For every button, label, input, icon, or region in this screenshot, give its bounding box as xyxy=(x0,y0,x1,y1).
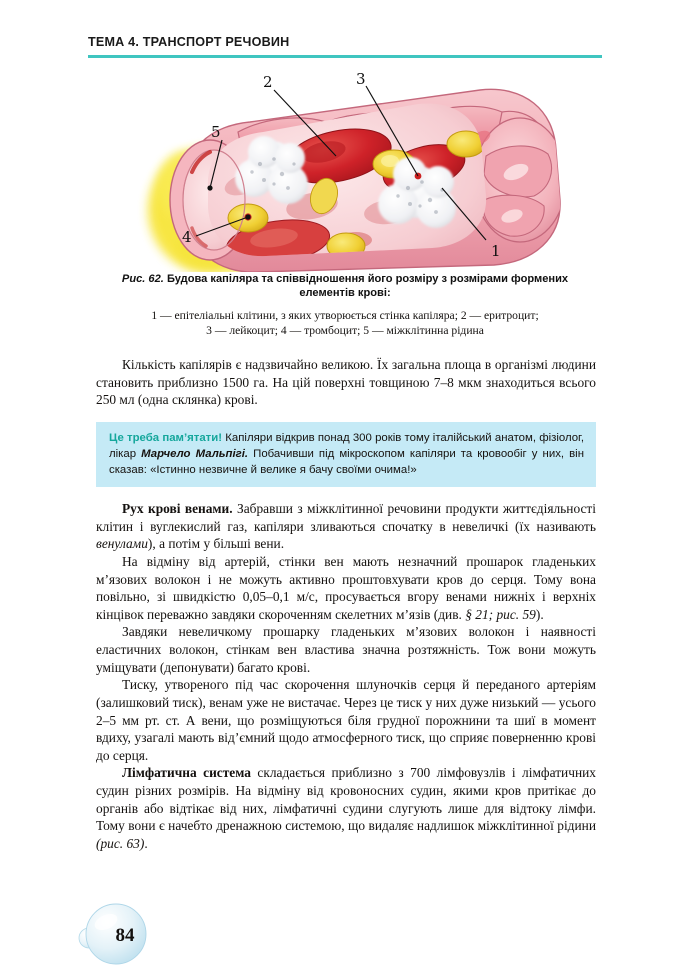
callout-text-part-2: Побачивши під мікроскопом капіляри та кровообіг у них, він сказав: «Істинно незвичне й велике я бачу своїми очима!» xyxy=(109,447,584,477)
callout-text-part-1: Капіляри відкрив понад 300 років тому італійський анатом, фізіолог, лікар xyxy=(109,431,584,460)
paragraph-capillary-count: Кількість капілярів є надзвичайно великою. Їх загальна площа в організмі людини становить приблизно 1500 га. На цій поверхні товщиною 7–8 мкм знаходиться всього 250 мл (одна склянка) крові. xyxy=(96,357,596,408)
paragraph-vein-walls xyxy=(96,553,596,624)
cross-reference-section-21: § 21; рис. 59 xyxy=(465,606,536,622)
figure-caption-number: Рис. 62. xyxy=(121,273,164,285)
figure-label-5: 5 xyxy=(211,123,221,141)
paragraph-venous-pressure: Тиску, утвореного під час скорочення шлуночків серця й переданого артеріям (залишковий тиск), венам уже не вистачає. Через це тиск у них дуже низький — усього 2–5 мм рт. ст. А вени, що розміщуються біля грудної порожнини та шиї в момент вдиху, узагалі мають від’ємний щодо атмосферного тиск, що сприяє поверненню крові до серця. xyxy=(96,677,596,763)
figure-label-4: 4 xyxy=(182,228,192,246)
paragraph-vein-walls-text-1: На відміну від артерій, стінки вен мають незначний прошарок гладеньких м’язових волокон і не можуть активно проштовхувати кров до серця. Тому вона повільно, зі швидкістю 0,05–0,1 м/с, просувається вгору венами нижніх і верхніх кінцівок переважно завдяки скороченням скелетних м’язів (див. xyxy=(96,553,596,622)
paragraph-heading-lymphatic: Лімфатична система xyxy=(122,765,251,781)
remember-callout xyxy=(96,422,596,487)
figure-legend-line-1: 1 — епітеліальні клітини, з яких утворюється стінка капіляра; 2 — еритроцит; xyxy=(151,309,539,322)
body-text xyxy=(96,356,596,853)
paragraph-lymphatic-system xyxy=(96,764,596,852)
paragraph-vein-blood-flow xyxy=(96,500,596,553)
page-footer xyxy=(58,898,198,974)
cross-reference-figure-63: (рис. 63) xyxy=(96,835,145,851)
paragraph-lymphatic-text-1: складається приблизно з 700 лімфовузлів і лімфатичних судин різних розмірів. На відміну від кровоносних судин, якими кров притікає до органів або відтікає від них, лімфатичні судини слугують лише для відтоку лімфи. Тому вони є начебто дренажною системою, що видаляє надлишок міжклітинної рідини xyxy=(96,765,596,834)
paragraph-vein-flow-text-1: Забравши з міжклітинної речовини продукти життєдіяльності клітин і вуглекислий газ, капіляри зливаються спочатку в невеличкі (їх називають xyxy=(96,501,596,534)
paragraph-vein-walls-text-2: ). xyxy=(535,606,544,622)
callout-lead-label: Це треба пам’ятати! xyxy=(109,431,223,444)
paragraph-heading-vein-flow: Рух крові венами. xyxy=(122,501,233,517)
figure-legend xyxy=(95,308,595,339)
figure-legend-line-2: 3 — лейкоцит; 4 — тромбоцит; 5 — міжклітинна рідина xyxy=(206,324,484,338)
figure-label-2: 2 xyxy=(263,73,273,91)
paragraph-vein-flow-text-2: ), а потім у більші вени. xyxy=(147,536,285,552)
callout-scientist-name: Марчело Мальпігі. xyxy=(141,447,249,460)
page-number: 84 xyxy=(115,925,135,946)
figure-caption-text: Будова капіляра та співвідношення його розміру з розмірами формених елементів крові: xyxy=(163,273,569,300)
page-title: ТЕМА 4. ТРАНСПОРТ РЕЧОВИН xyxy=(88,35,290,49)
header-divider xyxy=(88,55,602,58)
term-venules: венулами xyxy=(96,536,148,552)
running-head xyxy=(88,36,602,58)
figure-label-3: 3 xyxy=(356,70,366,88)
paragraph-vein-elasticity: Завдяки невеличкому прошарку гладеньких м’язових волокон і наявності еластичних волокон, стінкам вен властива значна розтяжність. Тож вони можуть уміщувати (депонувати) багато крові. xyxy=(96,624,596,675)
figure-label-1: 1 xyxy=(491,242,501,260)
paragraph-lymphatic-text-2: . xyxy=(144,835,148,851)
figure-caption xyxy=(95,272,595,300)
figure-capillary xyxy=(88,60,602,272)
